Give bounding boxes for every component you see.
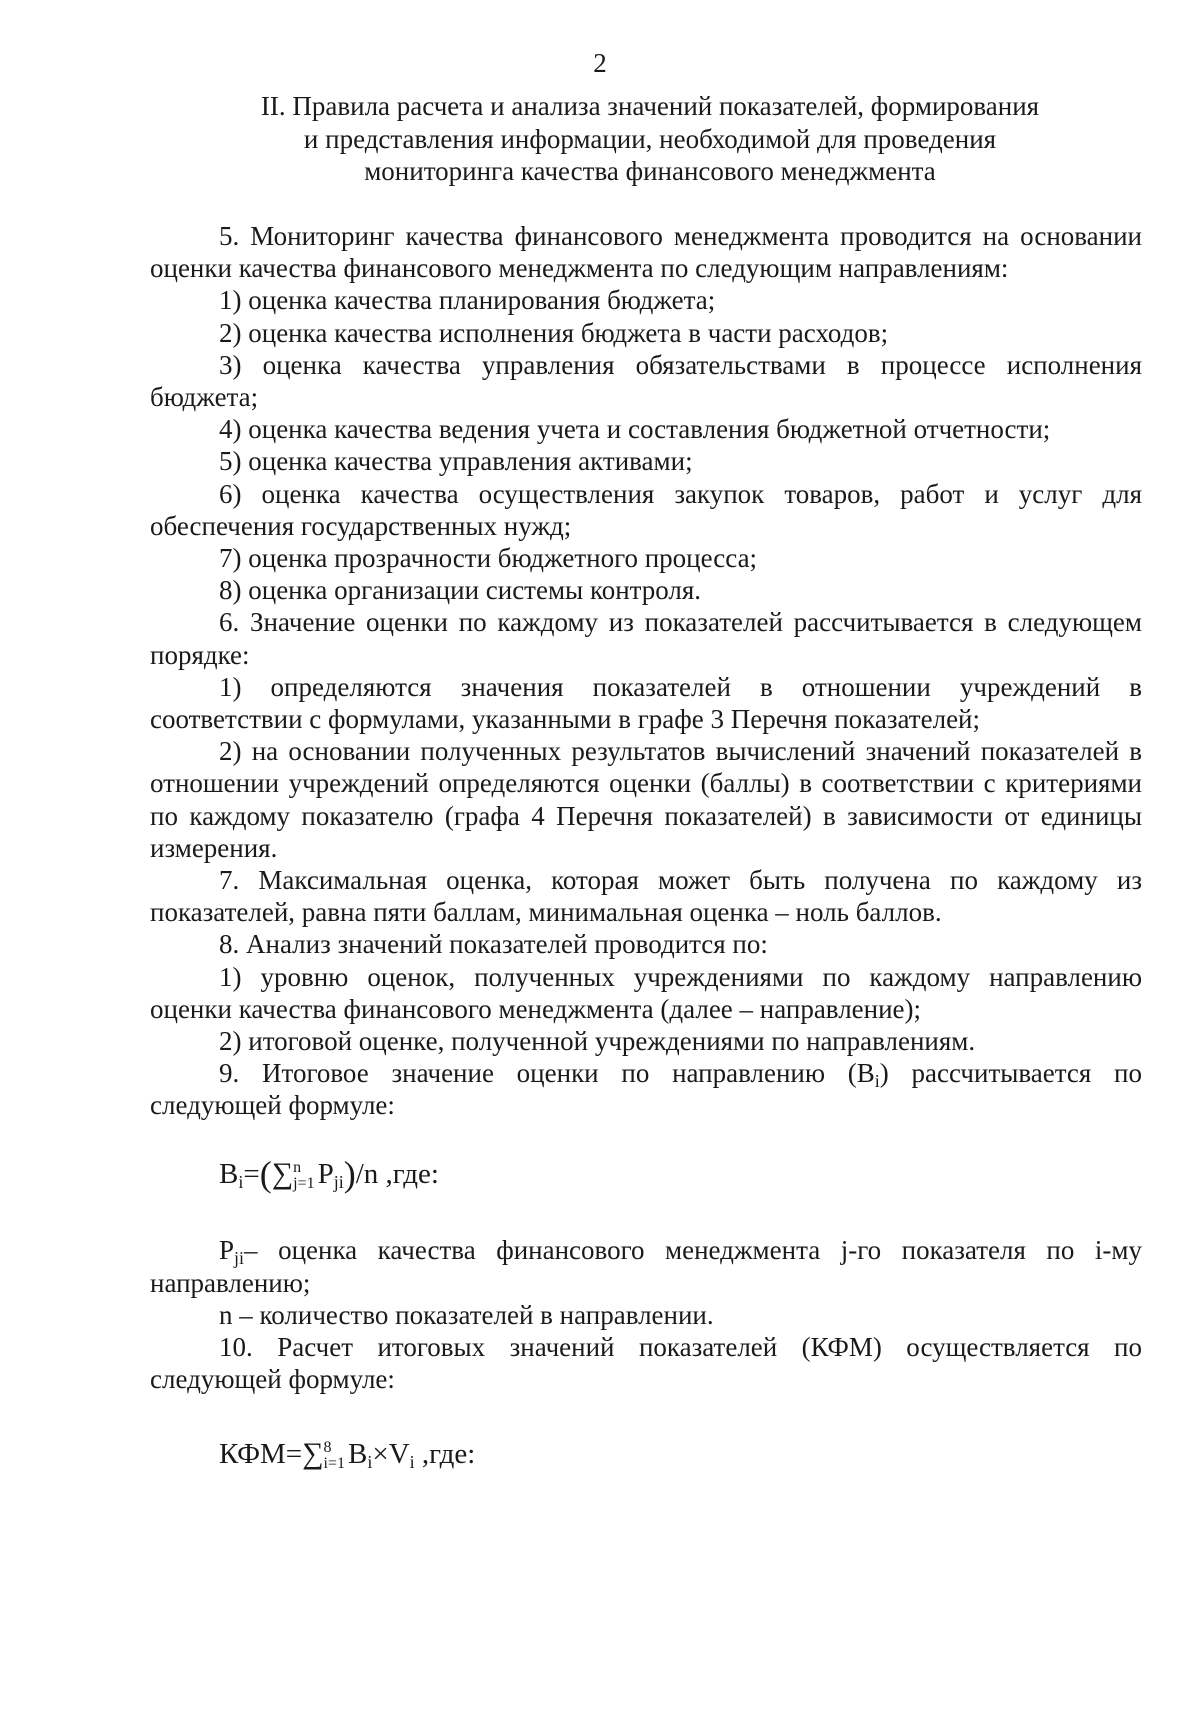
section-heading (160, 90, 1140, 188)
sum-lower: i=1 (323, 1455, 345, 1473)
list-item: 2) итоговой оценке, полученной учреждениями по направлениям. (219, 1026, 976, 1057)
formula-equals: = (243, 1157, 260, 1190)
list-item: 6) оценка качества осуществления закупок товаров, работ и услуг для обеспечения государственных нужд; (150, 478, 1142, 541)
formula-lhs: B (219, 1157, 239, 1190)
sum-lower: j=1 (293, 1175, 315, 1193)
list-item: 3) оценка качества управления обязательствами в процессе исполнения бюджета; (150, 349, 1142, 413)
list-item: 8) оценка организации системы контроля. (219, 575, 702, 606)
paragraph-9 (150, 1057, 1142, 1121)
pji-text: – оценка качества финансового менеджмента j-го показателя по i-му направлению; (150, 1235, 1142, 1298)
sum-limits (293, 1160, 314, 1192)
sum-limits (324, 1440, 345, 1472)
paragraph-7: 7. Максимальная оценка, которая может быть получена по каждому из показателей, равна пяти баллам, минимальная оценка – ноль баллов. (150, 865, 1142, 928)
formula-times: × (372, 1437, 389, 1470)
pji-symbol: P (219, 1235, 235, 1266)
formula-v-sub: i (409, 1451, 415, 1472)
paragraph-6: 6. Значение оценки по каждому из показателей рассчитывается в следующем порядке: (150, 607, 1142, 670)
paragraph-10: 10. Расчет итоговых значений показателей (КФМ) осуществляется по следующей формуле: (150, 1332, 1142, 1395)
formula-kfm (150, 1438, 1142, 1473)
formula-term-sub: ji (333, 1171, 344, 1192)
list-item: 1) уровню оценок, полученных учреждениями по каждому направлению оценки качества финансового менеджмента (далее – направление); (150, 961, 1142, 1024)
list-item: 7) оценка прозрачности бюджетного процесса; (219, 543, 758, 574)
heading-line: и представления информации, необходимой для проведения (303, 123, 997, 154)
formula-tail: ,где: (414, 1437, 476, 1470)
heading-line: II. Правила расчета и анализа значений показателей, формирования (260, 91, 1040, 121)
list-item: 2) оценка качества исполнения бюджета в части расходов; (219, 317, 889, 348)
list-item: 1) оценка качества планирования бюджета; (219, 285, 716, 316)
list-item: 5) оценка качества управления активами; (219, 446, 693, 477)
definition-pji (150, 1234, 1142, 1298)
list-item: 4) оценка качества ведения учета и составления бюджетной отчетности; (219, 414, 1051, 445)
formula-close-paren: ) (343, 1153, 356, 1194)
formula-lhs: КФМ= (219, 1437, 303, 1470)
paragraph-8: 8. Анализ значений показателей проводится по: (219, 929, 768, 960)
formula-bi (150, 1153, 1142, 1194)
list-item: 2) на основании полученных результатов вычислений значений показателей в отношении учреждений определяются оценки (баллы) в соответствии с критериями по каждому показателю (графа 4 Перечня показателей) в зависимости от единицы измерения. (150, 736, 1142, 863)
sum-upper: 8 (323, 1439, 332, 1457)
formula-lhs-sub: i (238, 1171, 244, 1192)
paragraph-5: 5. Мониторинг качества финансового менеджмента проводится на основании оценки качества финансового менеджмента по следующим направлениям: (150, 221, 1142, 284)
sum-upper: n (293, 1159, 302, 1177)
definition-n: n – количество показателей в направлении. (219, 1299, 714, 1330)
formula-v: V (388, 1437, 410, 1470)
p9-subscript: i (874, 1071, 880, 1092)
formula-b-sub: i (367, 1451, 373, 1472)
formula-b: B (347, 1437, 368, 1470)
pji-subscript: ji (234, 1248, 245, 1269)
heading-line: мониторинга качества финансового менеджмента (364, 156, 936, 186)
p9-text-after: ) рассчитывается по следующей формуле: (150, 1058, 1142, 1121)
formula-term: P (317, 1157, 334, 1190)
p9-text-before: 9. Итоговое значение оценки по направлению (B (219, 1058, 875, 1089)
page-number: 2 (593, 48, 607, 78)
document-body (150, 220, 1142, 1472)
sum-symbol: ∑ (302, 1436, 324, 1470)
formula-open-paren: ( (259, 1153, 272, 1194)
formula-tail: /n ,где: (355, 1157, 439, 1190)
sum-symbol: ∑ (271, 1156, 294, 1190)
list-item: 1) определяются значения показателей в отношении учреждений в соответствии с формулами, указанными в графе 3 Перечня показателей; (150, 671, 1142, 735)
